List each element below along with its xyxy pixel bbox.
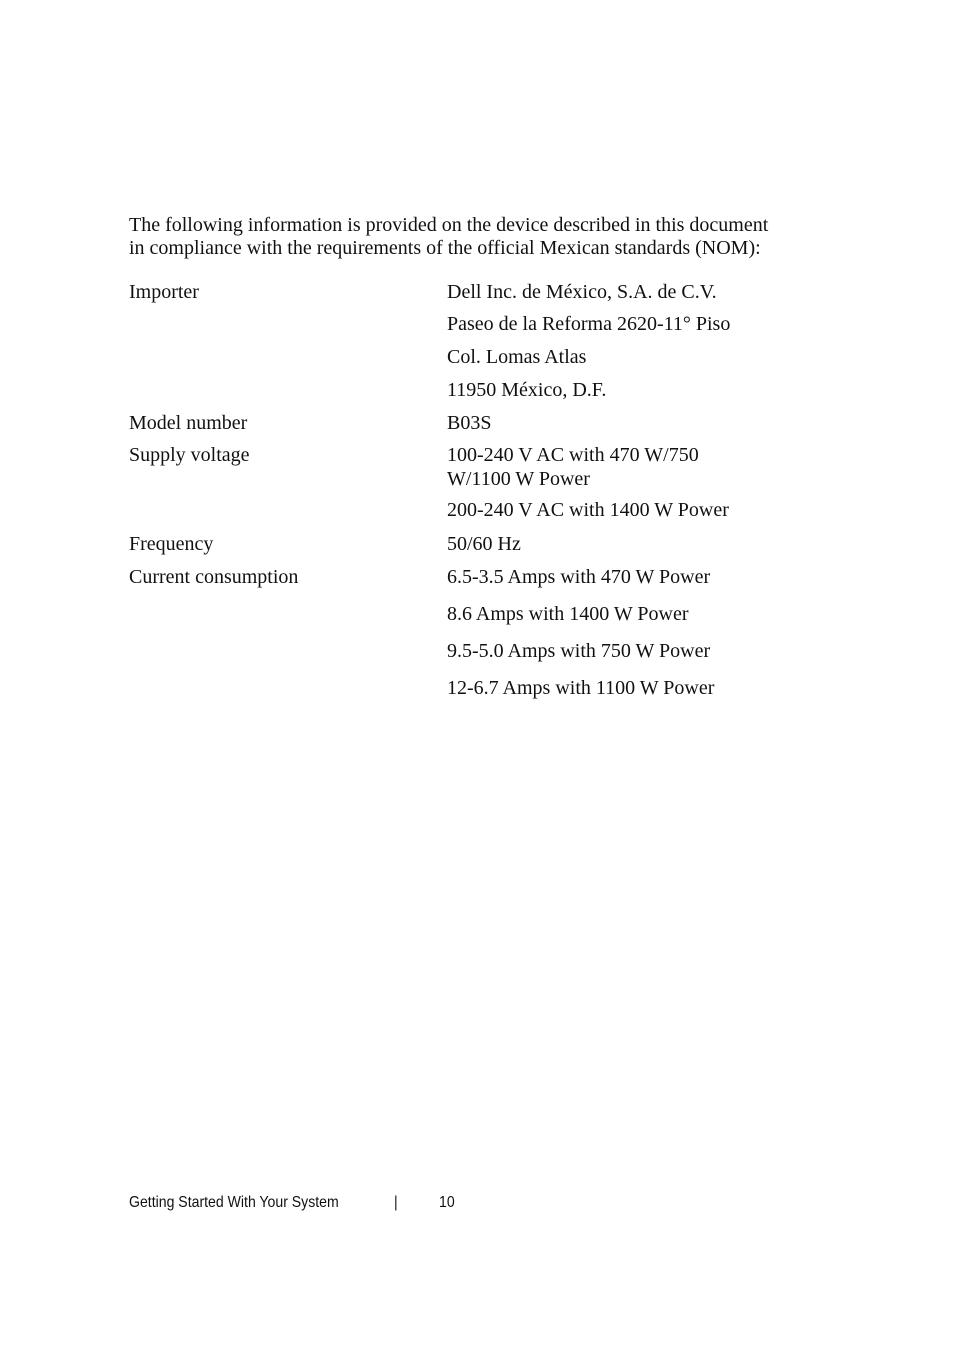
footer-separator: | — [394, 1194, 398, 1211]
footer-page-number: 10 — [439, 1194, 455, 1211]
footer-section-title: Getting Started With Your System — [129, 1194, 339, 1211]
intro-paragraph — [129, 214, 869, 260]
current-consumption-value-1: 6.5-3.5 Amps with 470 W Power — [447, 566, 711, 588]
current-consumption-value-3: 9.5-5.0 Amps with 750 W Power — [447, 640, 711, 662]
current-consumption-value-4: 12-6.7 Amps with 1100 W Power — [447, 677, 715, 699]
intro-line-2: in compliance with the requirements of the official Mexican standards (NOM): — [129, 237, 761, 259]
importer-company: Dell Inc. de México, S.A. de C.V. — [447, 281, 717, 303]
importer-label: Importer — [129, 281, 199, 303]
importer-city: 11950 México, D.F. — [447, 379, 607, 401]
frequency-value: 50/60 Hz — [447, 533, 521, 555]
supply-voltage-value-1-cont: W/1100 W Power — [447, 468, 590, 490]
frequency-label: Frequency — [129, 533, 214, 555]
importer-colony: Col. Lomas Atlas — [447, 346, 587, 368]
model-number-value: B03S — [447, 412, 492, 434]
supply-voltage-label: Supply voltage — [129, 444, 250, 466]
intro-line-1: The following information is provided on the device described in this document — [129, 214, 769, 236]
current-consumption-label: Current consumption — [129, 566, 299, 588]
current-consumption-value-2: 8.6 Amps with 1400 W Power — [447, 603, 689, 625]
importer-street: Paseo de la Reforma 2620-11° Piso — [447, 313, 731, 335]
model-number-label: Model number — [129, 412, 248, 434]
supply-voltage-value-2: 200-240 V AC with 1400 W Power — [447, 499, 729, 521]
supply-voltage-value-1: 100-240 V AC with 470 W/750 — [447, 444, 699, 466]
